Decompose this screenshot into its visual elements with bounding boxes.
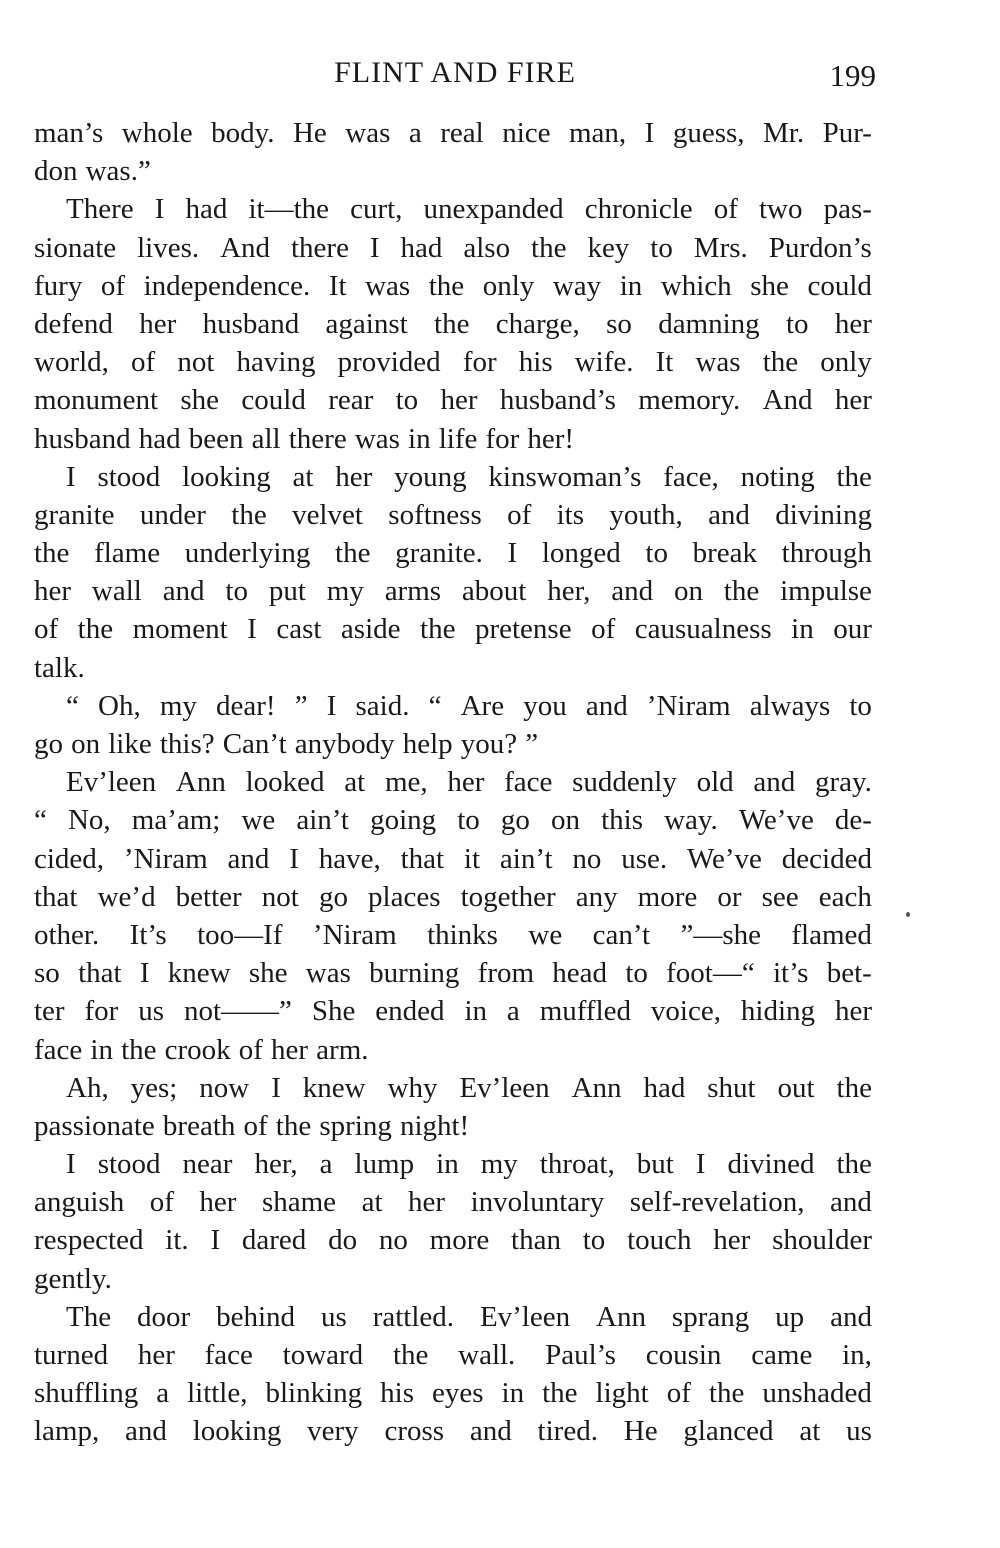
text-line: go on like this? Can’t anybody help you? ”: [34, 728, 539, 760]
text-line: Ah, yes; now I knew why Ev’leen Ann had shut out the: [66, 1071, 872, 1104]
text-line: passionate breath of the spring night!: [34, 1109, 470, 1142]
text-line: the flame underlying the granite. I longed to break through: [34, 537, 872, 570]
text-line: fury of independence. It was the only way in which she could: [34, 269, 872, 302]
text-line: monument she could rear to her husband’s memory. And her: [34, 384, 872, 417]
text-line: her wall and to put my arms about her, and on the impulse: [34, 575, 872, 608]
text-line: face in the crook of her arm.: [34, 1033, 369, 1066]
text-line: lamp, and looking very cross and tired. He glanced at us: [34, 1415, 872, 1448]
text-line: husband had been all there was in life for her!: [34, 422, 575, 455]
text-line: sionate lives. And there I had also the key to Mrs. Purdon’s: [34, 231, 872, 264]
text-line: that we’d better not go places together any more or see each: [34, 880, 872, 913]
text-line: I stood near her, a lump in my throat, but I divined the: [66, 1148, 872, 1181]
text-line: respected it. I dared do no more than to touch her shoulder: [34, 1224, 872, 1257]
text-line: world, of not having provided for his wife. It was the only: [34, 346, 872, 379]
text-line: turned her face toward the wall. Paul’s cousin came in,: [34, 1339, 872, 1371]
text-line: shuffling a little, blinking his eyes in the light of the unshaded: [34, 1377, 872, 1410]
text-line: I stood looking at her young kinswoman’s face, noting the: [66, 460, 872, 493]
scan-speck: [906, 912, 910, 917]
text-line: other. It’s too—If ’Niram thinks we can’t ”—she flamed: [34, 918, 872, 951]
text-line: The door behind us rattled. Ev’leen Ann sprang up and: [66, 1300, 872, 1333]
text-line: don was.”: [34, 155, 151, 188]
text-line: anguish of her shame at her involuntary self-revelation, and: [34, 1186, 872, 1219]
text-line: defend her husband against the charge, so damning to her: [34, 307, 872, 340]
text-line: so that I knew she was burning from head to foot—“ it’s bet-: [34, 957, 872, 990]
text-line: granite under the velvet softness of its youth, and divining: [34, 498, 872, 531]
running-title: FLINT AND FIRE: [334, 56, 576, 89]
text-line: of the moment I cast aside the pretense of causualness in our: [34, 613, 872, 646]
page-header: [34, 56, 876, 96]
page-number: 199: [829, 58, 876, 93]
text-line: “ No, ma’am; we ain’t going to go on this way. We’ve de-: [34, 804, 872, 837]
text-line: talk.: [34, 651, 85, 684]
text-line: Ev’leen Ann looked at me, her face suddenly old and gray.: [66, 766, 872, 799]
text-line: ter for us not——” She ended in a muffled voice, hiding her: [34, 995, 872, 1028]
text-line: man’s whole body. He was a real nice man, I guess, Mr. Pur-: [34, 117, 872, 149]
text-line: gently.: [34, 1262, 112, 1295]
text-line: “ Oh, my dear! ” I said. “ Are you and ’Niram always to: [66, 689, 872, 722]
body-text: [34, 114, 872, 1451]
text-line: cided, ’Niram and I have, that it ain’t no use. We’ve decided: [34, 842, 872, 875]
text-line: There I had it—the curt, unexpanded chronicle of two pas-: [66, 193, 872, 226]
